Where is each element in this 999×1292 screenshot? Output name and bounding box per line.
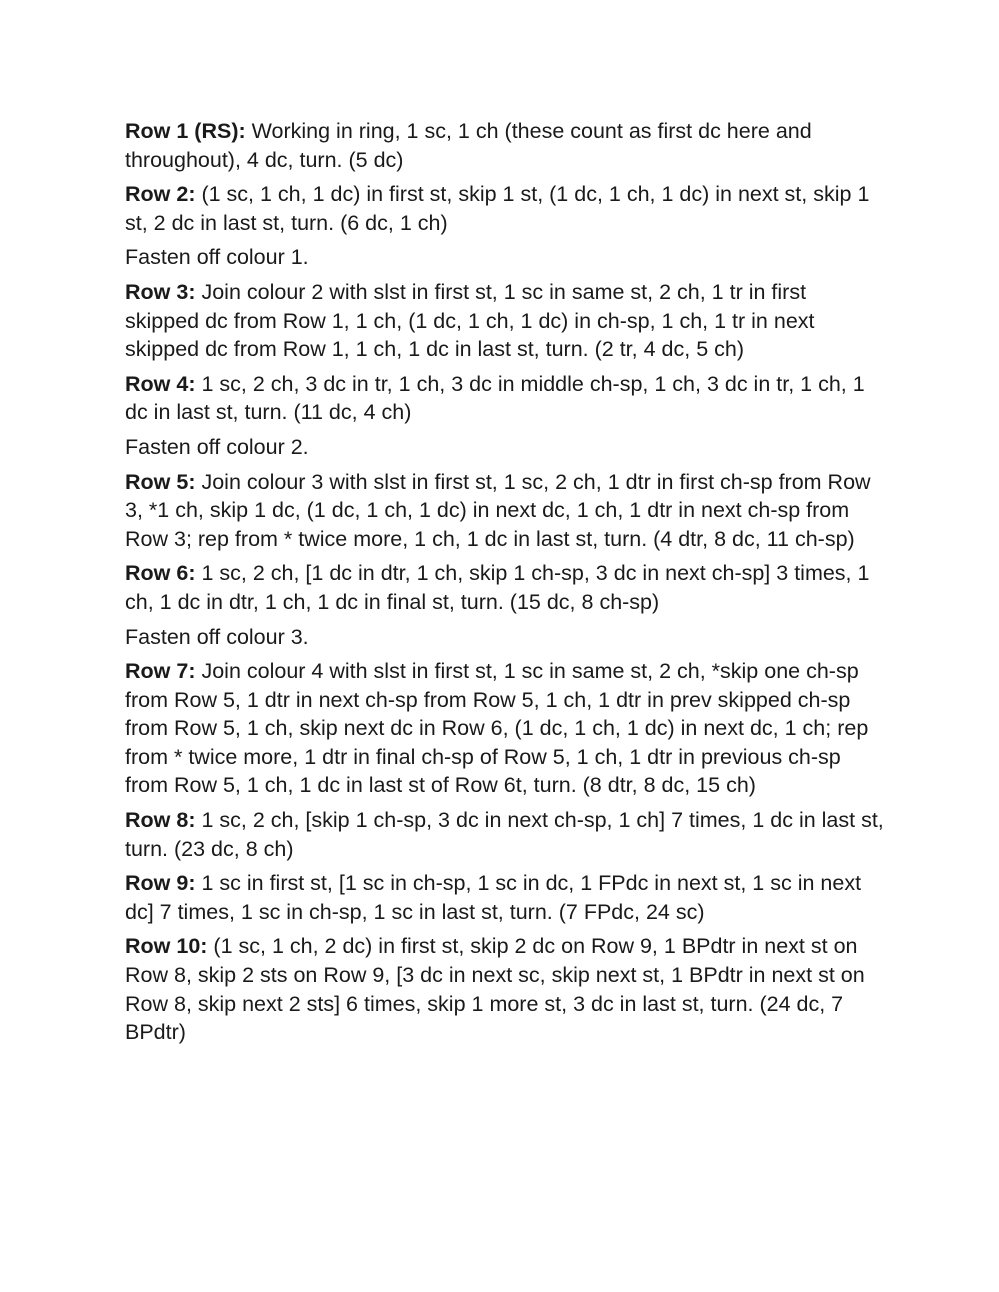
row-label: Row 1 (RS): bbox=[125, 119, 246, 143]
row-label: Row 5: bbox=[125, 469, 196, 494]
row-text: 1 sc, 2 ch, [1 dc in dtr, 1 ch, skip 1 ch-sp, 3 dc in next ch-sp] 3 times, 1 ch, 1 dc in dtr, 1 ch, 1 dc in final st, turn. (15 dc, 8 ch-sp) bbox=[125, 561, 870, 614]
fasten-off-note bbox=[125, 243, 885, 272]
fasten-off-note bbox=[125, 433, 885, 462]
row-3-instruction bbox=[125, 278, 885, 364]
row-label: Row 7: bbox=[125, 659, 196, 684]
row-6-instruction bbox=[125, 559, 885, 616]
row-text: Join colour 4 with slst in first st, 1 sc in same st, 2 ch, *skip one ch-sp from Row 5, 1 dtr in next ch-sp from Row 5, 1 ch, 1 dtr in prev skipped ch-sp from Row 5, 1 ch, skip next dc in Row 6, (1 dc, 1 ch, 1 dc) in next dc, 1 ch; rep from * twice more, 1 dtr in final ch-sp of Row 5, 1 ch, 1 dtr in previous ch-sp from Row 5, 1 ch, 1 dc in last st of Row 6t, turn. (8 dtr, 8 dc, 15 ch) bbox=[125, 659, 869, 798]
row-text: 1 sc in first st, [1 sc in ch-sp, 1 sc in dc, 1 FPdc in next st, 1 sc in next dc] 7 times, 1 sc in ch-sp, 1 sc in last st, turn. (7 FPdc, 24 sc) bbox=[125, 871, 862, 924]
row-text: 1 sc, 2 ch, [skip 1 ch-sp, 3 dc in next ch-sp, 1 ch] 7 times, 1 dc in last st, turn. (23 dc, 8 ch) bbox=[125, 808, 884, 861]
row-text: Fasten off colour 1. bbox=[125, 245, 309, 270]
row-text: (1 sc, 1 ch, 1 dc) in first st, skip 1 st, (1 dc, 1 ch, 1 dc) in next st, skip 1 st, 2 dc in last st, turn. (6 dc, 1 ch) bbox=[125, 182, 870, 235]
pattern-document bbox=[125, 117, 885, 1053]
row-8-instruction bbox=[125, 806, 885, 863]
row-text: Fasten off colour 3. bbox=[125, 624, 309, 649]
row-9-instruction bbox=[125, 869, 885, 926]
row-4-instruction bbox=[125, 370, 885, 427]
row-label: Row 2: bbox=[125, 182, 196, 207]
row-label: Row 4: bbox=[125, 371, 196, 396]
row-text: Join colour 2 with slst in first st, 1 sc in same st, 2 ch, 1 tr in first skipped dc from Row 1, 1 ch, (1 dc, 1 ch, 1 dc) in ch-sp, 1 ch, 1 tr in next skipped dc from Row 1, 1 ch, 1 dc in last st, turn. (2 tr, 4 dc, 5 ch) bbox=[125, 279, 815, 362]
row-text: Working in ring, 1 sc, 1 ch (these count as first dc here and throughout), 4 dc, turn. (5 dc) bbox=[125, 119, 812, 172]
row-label: Row 6: bbox=[125, 561, 196, 586]
row-label: Row 3: bbox=[125, 279, 196, 304]
row-label: Row 9: bbox=[125, 871, 196, 896]
row-text: (1 sc, 1 ch, 2 dc) in first st, skip 2 dc on Row 9, 1 BPdtr in next st on Row 8, skip 2 sts on Row 9, [3 dc in next sc, skip next st, 1 BPdtr in next st on Row 8, skip next 2 sts] 6 times, skip 1 more st, 3 dc in last st, turn. (24 dc, 7 BPdtr) bbox=[125, 934, 865, 1045]
row-text: 1 sc, 2 ch, 3 dc in tr, 1 ch, 3 dc in middle ch-sp, 1 ch, 3 dc in tr, 1 ch, 1 dc in last st, turn. (11 dc, 4 ch) bbox=[125, 371, 865, 425]
row-5-instruction bbox=[125, 468, 885, 554]
row-label: Row 10: bbox=[125, 934, 208, 959]
fasten-off-note bbox=[125, 623, 885, 652]
row-2-instruction bbox=[125, 180, 885, 237]
row-text: Fasten off colour 2. bbox=[125, 434, 309, 459]
row-7-instruction bbox=[125, 657, 885, 800]
row-label: Row 8: bbox=[125, 808, 196, 833]
row-1-instruction bbox=[125, 117, 885, 174]
row-10-instruction bbox=[125, 932, 885, 1046]
row-text: Join colour 3 with slst in first st, 1 sc, 2 ch, 1 dtr in first ch-sp from Row 3, *1 ch, skip 1 dc, (1 dc, 1 ch, 1 dc) in next dc, 1 ch, 1 dtr in next ch-sp from Row 3; rep from * twice more, 1 ch, 1 dc in last st, turn. (4 dtr, 8 dc, 11 ch-sp) bbox=[125, 469, 871, 551]
